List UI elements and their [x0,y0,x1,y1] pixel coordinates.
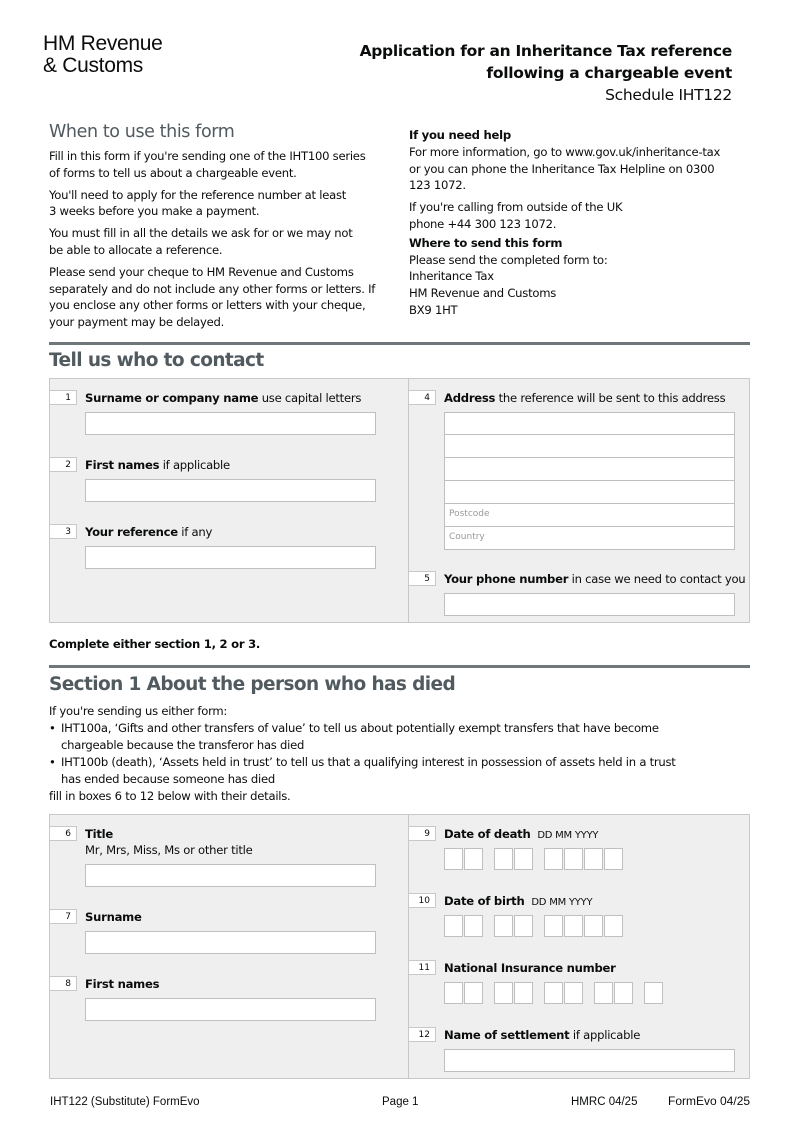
box-number: 8 [50,976,77,991]
title-line-1: Application for an Inheritance Tax reference [359,42,732,60]
box-number: 10 [409,893,436,908]
year-digit[interactable] [564,915,583,937]
box-number: 2 [50,457,77,472]
ni-character[interactable] [444,982,463,1004]
section-rule [49,342,750,345]
year-digit[interactable] [584,848,603,870]
box-number: 6 [50,826,77,841]
ni-character[interactable] [644,982,663,1004]
section1-intro [49,703,689,805]
box-number: 11 [409,960,436,975]
field-label: First names [85,977,160,991]
ni-character[interactable] [544,982,563,1004]
country-input[interactable]: Country [444,527,735,550]
section-choice-note: Complete either section 1, 2 or 3. [49,637,261,651]
intro-paragraph: Fill in this form if you're sending one of the IHT100 series of forms to tell us about a chargeable event. [49,149,366,180]
footer-formevo-version: FormEvo 04/25 [668,1094,751,1108]
intro-left-column [49,148,389,336]
ni-character[interactable] [514,982,533,1004]
your-reference-input[interactable] [85,546,376,569]
day-digit[interactable] [444,915,463,937]
ni-character[interactable] [494,982,513,1004]
year-digit[interactable] [544,848,563,870]
field-label: Surname or company name use capital letters [85,391,362,405]
box-number: 7 [50,909,77,924]
day-digit[interactable] [444,848,463,870]
field-label: First names if applicable [85,458,230,472]
ni-character[interactable] [564,982,583,1004]
contact-heading: Tell us who to contact [49,350,264,371]
form-list-item: • IHT100b (death), ‘Assets held in trust’ to tell us that a qualifying interest in possession of assets held in a trust has ended because someone has died [49,754,689,788]
surname-or-company-input[interactable] [85,412,376,435]
ni-character[interactable] [594,982,613,1004]
settlement-name-input[interactable] [444,1049,735,1072]
address-line: BX9 1HT [409,302,458,317]
section1-intro-text: If you're sending us either form: [49,704,228,718]
schedule-label: Schedule IHT122 [605,86,732,104]
field-label: Address the reference will be sent to this address [444,391,726,405]
field-sublabel: Mr, Mrs, Miss, Ms or other title [85,843,253,857]
section-rule [49,665,750,668]
phone-number-input[interactable] [444,593,735,616]
date-of-birth-input[interactable] [444,915,624,937]
field-label: Surname [85,910,142,924]
ni-character[interactable] [614,982,633,1004]
title-input[interactable] [85,864,376,887]
title-line-2: following a chargeable event [486,64,732,82]
deceased-first-names-input[interactable] [85,998,376,1021]
help-heading: If you need help [409,128,511,142]
box-number: 1 [50,390,77,405]
address-line-2-input[interactable] [444,435,735,458]
when-to-use-heading: When to use this form [49,122,235,142]
first-names-input[interactable] [85,479,376,502]
send-heading: Where to send this form [409,235,563,250]
intro-paragraph: You'll need to apply for the reference number at least 3 weeks before you make a payment. [49,187,347,219]
field-label: Name of settlement if applicable [444,1028,641,1042]
day-digit[interactable] [464,848,483,870]
abroad-text: If you're calling from outside of the UK phone +44 300 123 1072. [409,200,623,231]
field-label: Title [85,827,114,841]
help-text: For more information, go to www.gov.uk/inheritance-tax or you can phone the Inheritance Tax Helpline on 0300 123 1072. [409,144,721,193]
ni-character[interactable] [464,982,483,1004]
form-title [360,40,732,106]
year-digit[interactable] [604,848,623,870]
footer-page-number: Page 1 [382,1096,419,1108]
intro-paragraph: You must fill in all the details we ask for or we may not be able to allocate a reference. [49,226,353,257]
address-line: Inheritance Tax [409,269,494,284]
section1-outro-text: fill in boxes 6 to 12 below with their details. [49,789,291,803]
field-label: Date of death DD MM YYYY [444,827,599,841]
intro-right-column [409,127,749,319]
month-digit[interactable] [494,915,513,937]
box-number: 12 [409,1027,436,1042]
section1-heading: Section 1 About the person who has died [49,674,456,695]
date-of-death-input[interactable] [444,848,624,870]
send-text: Please send the completed form to: [409,252,608,267]
field-label: Your phone number in case we need to contact you [444,572,746,586]
field-label: Date of birth DD MM YYYY [444,894,593,908]
address-field-group [444,412,735,550]
hmrc-logo [43,33,163,77]
year-digit[interactable] [584,915,603,937]
address-line-3-input[interactable] [444,458,735,481]
year-digit[interactable] [564,848,583,870]
address-line: HM Revenue and Customs [409,286,557,301]
year-digit[interactable] [604,915,623,937]
logo-line-1: HM Revenue [43,32,163,55]
footer-hmrc-version: HMRC 04/25 [571,1096,638,1108]
month-digit[interactable] [494,848,513,870]
box-number: 3 [50,524,77,539]
box-number: 5 [409,571,436,586]
form-list [49,720,689,788]
field-label: Your reference if any [85,525,213,539]
box-number: 9 [409,826,436,841]
month-digit[interactable] [514,848,533,870]
intro-paragraph: Please send your cheque to HM Revenue and Customs separately and do not include any other forms or letters. If you enclose any other forms or letters with your cheque, your payment may be delayed. [49,264,376,330]
address-line-1-input[interactable] [444,412,735,435]
field-label: National Insurance number [444,961,616,975]
footer-form-id: IHT122 (Substitute) FormEvo [50,1096,200,1108]
deceased-surname-input[interactable] [85,931,376,954]
box-number: 4 [409,390,436,405]
month-digit[interactable] [514,915,533,937]
form-list-item: • IHT100a, ‘Gifts and other transfers of value’ to tell us about potentially exempt transfers that have become chargeable because the transferor has died [49,720,689,754]
day-digit[interactable] [464,915,483,937]
year-digit[interactable] [544,915,563,937]
logo-line-2: & Customs [43,54,143,77]
postcode-input[interactable]: Postcode [444,504,735,527]
address-line-4-input[interactable] [444,481,735,504]
national-insurance-input[interactable] [444,982,664,1004]
